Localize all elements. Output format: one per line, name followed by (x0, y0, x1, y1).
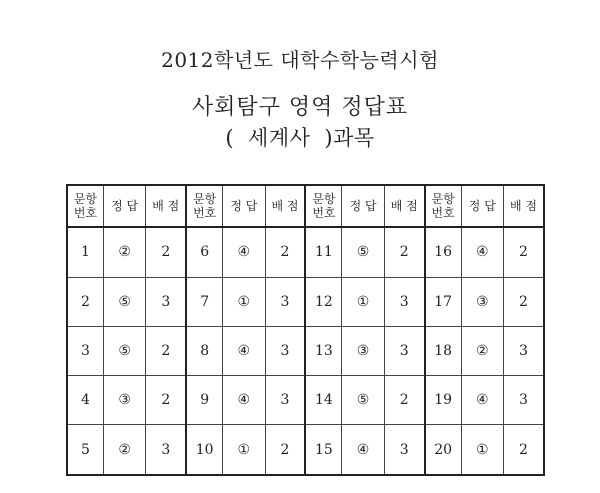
question-number-cell: 15 (305, 425, 341, 476)
points-cell: 3 (265, 375, 305, 424)
answer-cell: ③ (461, 277, 503, 326)
answer-cell: ③ (103, 375, 145, 424)
col-header-number (67, 185, 103, 227)
answer-cell: ① (223, 277, 265, 326)
answer-cell: ④ (223, 326, 265, 375)
header-row (67, 185, 544, 227)
question-number-cell: 10 (186, 425, 222, 476)
question-number-cell: 4 (67, 375, 103, 424)
table-row (67, 375, 544, 424)
col-header-number-line1: 문항 (312, 192, 336, 206)
answer-cell: ① (342, 277, 384, 326)
question-number-cell: 16 (425, 227, 461, 277)
points-cell: 3 (384, 425, 424, 476)
col-header-points: 배 점 (265, 185, 305, 227)
question-number-cell: 5 (67, 425, 103, 476)
question-number-cell: 6 (186, 227, 222, 277)
col-header-points: 배 점 (146, 185, 186, 227)
subject-close: )과목 (324, 126, 375, 150)
question-number-cell: 7 (186, 277, 222, 326)
answer-cell: ③ (342, 326, 384, 375)
col-header-answer: 정 답 (461, 185, 503, 227)
points-cell: 2 (504, 425, 544, 476)
answer-cell: ④ (223, 375, 265, 424)
question-number-cell: 3 (67, 326, 103, 375)
question-number-cell: 18 (425, 326, 461, 375)
subject-title (0, 122, 600, 152)
table-row (67, 227, 544, 277)
col-header-number (425, 185, 461, 227)
question-number-cell: 2 (67, 277, 103, 326)
col-header-number-line2: 번호 (312, 206, 336, 220)
points-cell: 2 (265, 227, 305, 277)
answer-cell: ⑤ (103, 277, 145, 326)
col-header-points: 배 점 (504, 185, 544, 227)
section-title: 사회탐구 영역 정답표 (191, 95, 409, 120)
points-cell: 2 (504, 277, 544, 326)
exam-title: 2012학년도 대학수학능력시험 (161, 48, 439, 72)
table-row (67, 277, 544, 326)
col-header-number-line1: 문항 (431, 192, 455, 206)
question-number-cell: 12 (305, 277, 341, 326)
col-header-points: 배 점 (384, 185, 424, 227)
answer-cell: ④ (342, 425, 384, 476)
col-header-number-line1: 문항 (73, 192, 98, 206)
points-cell: 2 (384, 227, 424, 277)
question-number-cell: 1 (67, 227, 103, 277)
points-cell: 3 (384, 326, 424, 375)
points-cell: 3 (265, 326, 305, 375)
question-number-cell: 8 (186, 326, 222, 375)
points-cell: 3 (146, 277, 186, 326)
answer-table (66, 184, 545, 476)
answer-cell: ⑤ (342, 227, 384, 277)
col-header-number-line2: 번호 (193, 206, 217, 220)
question-number-cell: 13 (305, 326, 341, 375)
col-header-answer: 정 답 (103, 185, 145, 227)
answer-cell: ⑤ (103, 326, 145, 375)
answer-cell: ① (223, 425, 265, 476)
answer-cell: ② (103, 227, 145, 277)
table-row (67, 425, 544, 476)
points-cell: 3 (504, 375, 544, 424)
question-number-cell: 17 (425, 277, 461, 326)
question-number-cell: 11 (305, 227, 341, 277)
answer-cell: ② (103, 425, 145, 476)
col-header-answer: 정 답 (342, 185, 384, 227)
table-row (67, 326, 544, 375)
points-cell: 2 (146, 227, 186, 277)
col-header-number (186, 185, 222, 227)
subject-name: 세계사 (248, 126, 311, 150)
col-header-answer: 정 답 (223, 185, 265, 227)
points-cell: 3 (146, 425, 186, 476)
col-header-number (305, 185, 341, 227)
answer-cell: ④ (461, 227, 503, 277)
points-cell: 2 (146, 375, 186, 424)
points-cell: 2 (265, 425, 305, 476)
question-number-cell: 9 (186, 375, 222, 424)
answer-cell: ④ (223, 227, 265, 277)
points-cell: 3 (265, 277, 305, 326)
answer-cell: ④ (461, 375, 503, 424)
col-header-number-line1: 문항 (193, 192, 217, 206)
question-number-cell: 14 (305, 375, 341, 424)
points-cell: 2 (504, 227, 544, 277)
subject-open-paren: ( (225, 126, 235, 150)
answer-cell: ⑤ (342, 375, 384, 424)
question-number-cell: 20 (425, 425, 461, 476)
col-header-number-line2: 번호 (73, 206, 98, 220)
question-number-cell: 19 (425, 375, 461, 424)
points-cell: 3 (504, 326, 544, 375)
answer-cell: ① (461, 425, 503, 476)
col-header-number-line2: 번호 (431, 206, 455, 220)
answer-cell: ② (461, 326, 503, 375)
points-cell: 2 (384, 375, 424, 424)
points-cell: 2 (146, 326, 186, 375)
points-cell: 3 (384, 277, 424, 326)
